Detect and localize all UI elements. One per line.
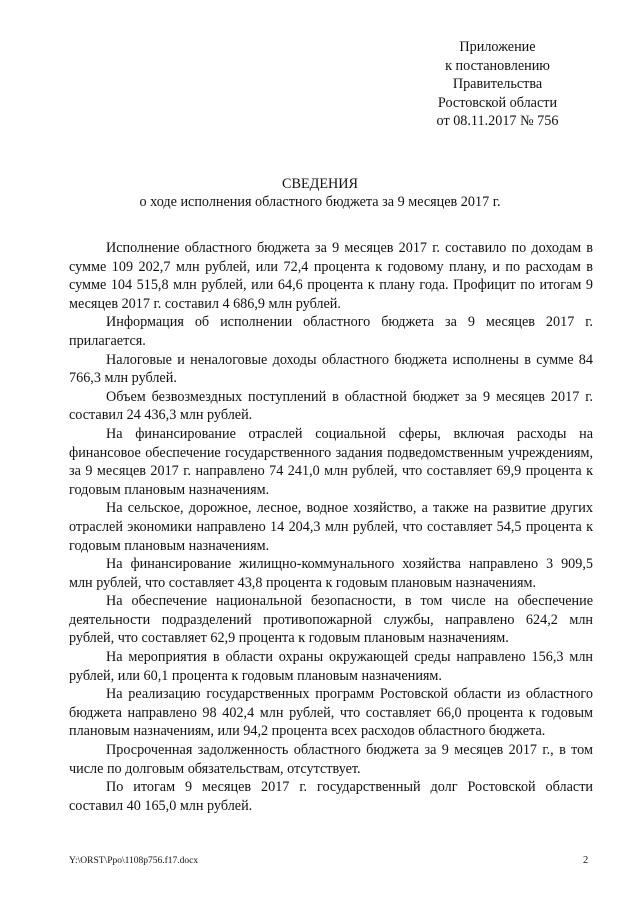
document-subtitle: о ходе исполнения областного бюджета за 9 месяцев 2017 г. — [139, 194, 501, 210]
body-paragraph: На реализацию государственных программ Ростовской области из областного бюджета направлено 98 402,4 млн рублей, что составляет 66,0 процента к годовым плановым назначениям, или 94,2 процента всех расходов областного бюджета. — [69, 686, 593, 740]
body-paragraph: На сельское, дорожное, лесное, водное хозяйство, а также на развитие других отраслей экономики направлено 14 204,3 млн рублей, что составляет 54,5 процента к годовым плановым назначениям. — [69, 500, 593, 554]
body-paragraph: Налоговые и неналоговые доходы областного бюджета исполнены в сумме 84 766,3 млн рублей. — [69, 351, 593, 387]
document-body — [69, 239, 593, 815]
page-number: 2 — [583, 855, 589, 866]
body-paragraph: По итогам 9 месяцев 2017 г. государственный долг Ростовской области составил 40 165,0 млн рублей. — [69, 779, 593, 814]
appendix-line: к постановлению — [445, 57, 550, 74]
body-paragraph: На обеспечение национальной безопасности, в том числе на обеспечение деятельности подразделений противопожарной службы, направлено 624,2 млн рублей, что составляет 62,9 процента к годовым плановым назначениям. — [69, 593, 593, 647]
body-paragraph: На финансирование отраслей социальной сферы, включая расходы на финансовое обеспечение государственного задания подведомственным учреждениям, за 9 месяцев 2017 г. направлено 74 241,0 млн рублей, что составляет 69,9 процента к годовым плановым назначениям. — [69, 425, 593, 498]
body-paragraph: Информация об исполнении областного бюджета за 9 месяцев 2017 г. прилагается. — [69, 314, 593, 349]
appendix-line: от 08.11.2017 № 756 — [436, 113, 559, 130]
appendix-line: Приложение — [459, 39, 536, 55]
document-title: СВЕДЕНИЯ — [282, 176, 358, 192]
appendix-block — [410, 38, 585, 131]
appendix-line: Правительства — [452, 76, 543, 93]
body-paragraph: На мероприятия в области охраны окружающей среды направлено 156,3 млн рублей, или 60,1 процента к годовым плановым назначениям. — [69, 649, 593, 684]
body-paragraph: Исполнение областного бюджета за 9 месяцев 2017 г. составило по доходам в сумме 109 202,7 млн рублей, или 72,4 процента к годовому плану, и по расходам в сумме 104 515,8 млн рублей, или 64,6 процента к плану года. Профицит по итогам 9 месяцев 2017 г. составил 4 686,9 млн рублей. — [69, 240, 593, 312]
appendix-line: Ростовской области — [437, 94, 558, 111]
body-paragraph: Просроченная задолженность областного бюджета за 9 месяцев 2017 г., в том числе по долговым обязательствам, отсутствует. — [69, 742, 593, 777]
body-paragraph: Объем безвозмездных поступлений в областной бюджет за 9 месяцев 2017 г. составил 24 436,3 млн рублей. — [69, 388, 593, 424]
body-paragraph: На финансирование жилищно-коммунального хозяйства направлено 3 909,5 млн рублей, что составляет 43,8 процента к годовым плановым назначениям. — [69, 556, 593, 591]
footer-file-path: Y:\ORST\Ppo\1108p756.f17.docx — [69, 856, 199, 866]
